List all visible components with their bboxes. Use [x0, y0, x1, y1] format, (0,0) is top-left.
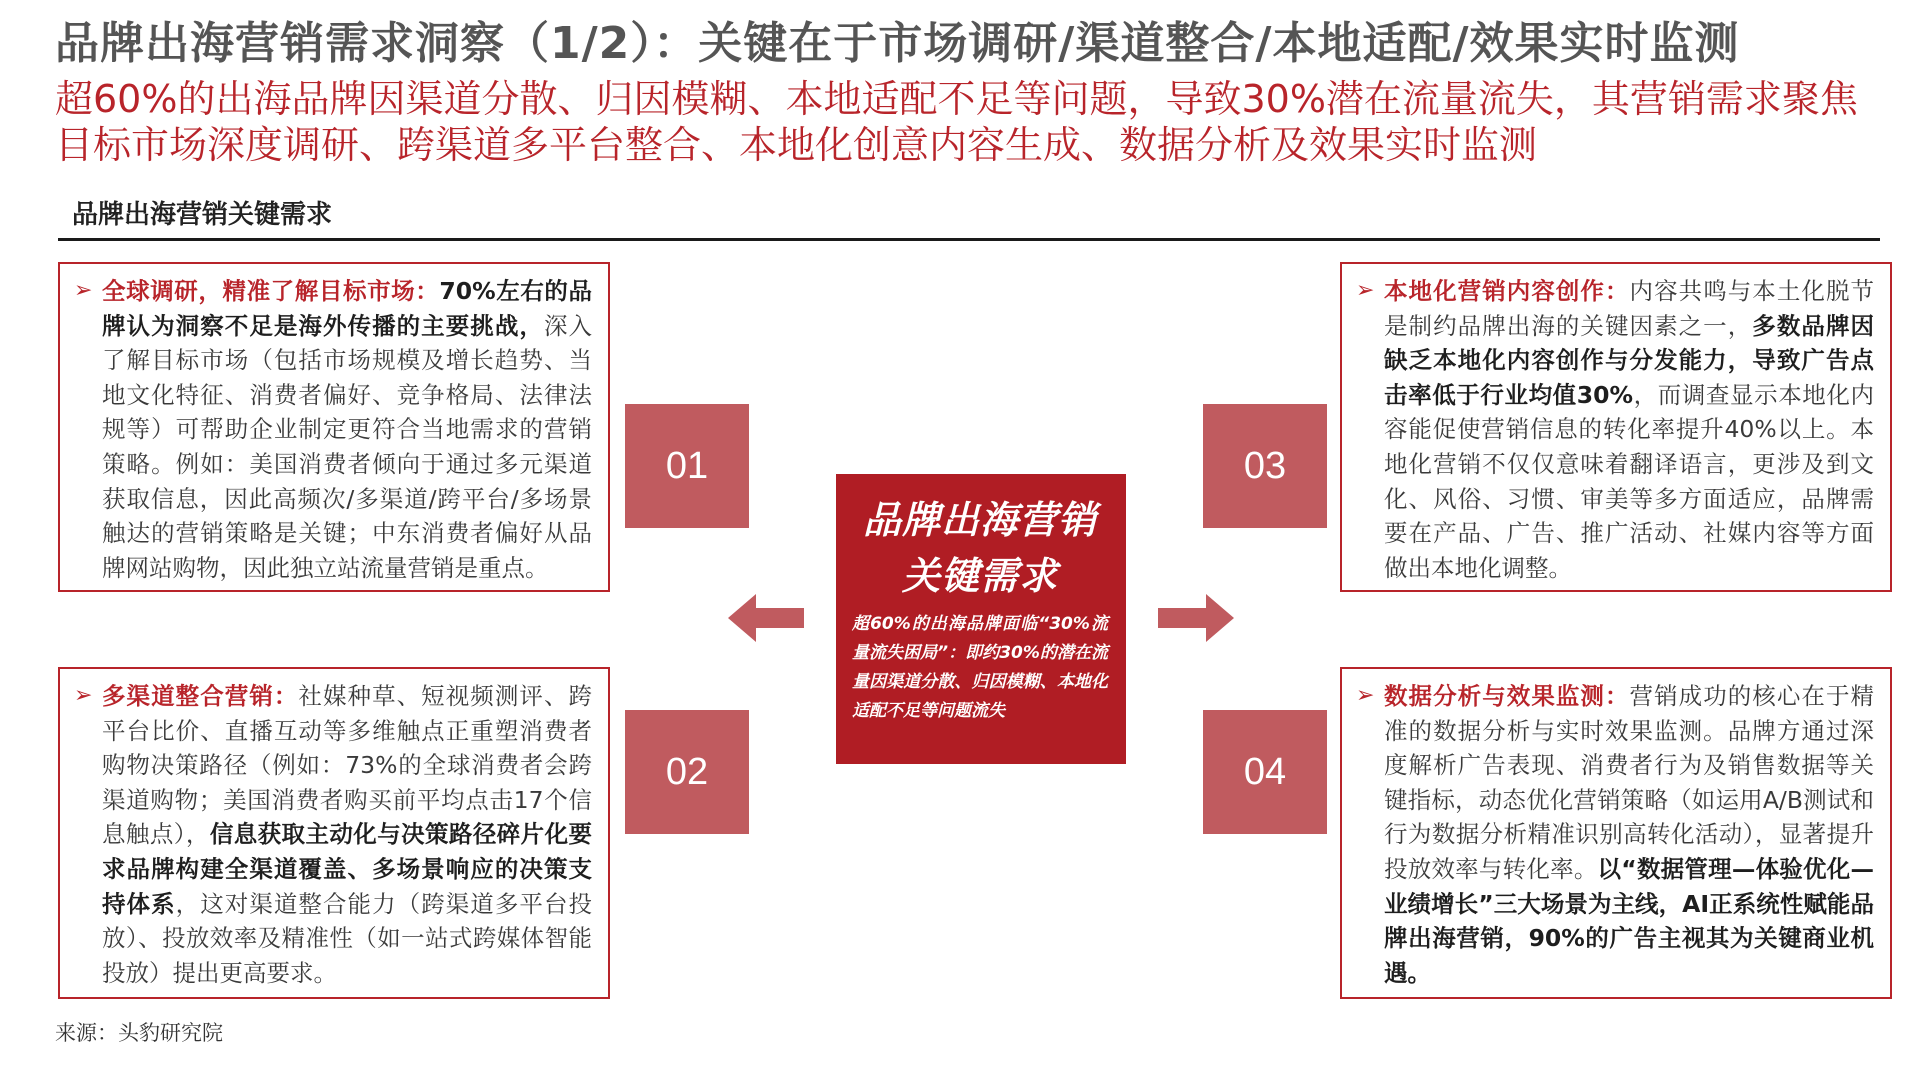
- card-multichannel: [58, 667, 610, 999]
- page-subtitle: 超60%的出海品牌因渠道分散、归因模糊、本地适配不足等问题，导致30%潜在流量流失，其营销需求聚焦目标市场深度调研、跨渠道多平台整合、本地化创意内容生成、数据分析及效果实时监测: [55, 77, 1858, 167]
- source-note: 来源：头豹研究院: [55, 1021, 223, 1045]
- card-bold-text: 多数品牌因缺乏本地化内容创作与分发能力，导致广告点击率低于行业均值30%: [1384, 311, 1875, 409]
- card-body-text: ，这对渠道整合能力（跨渠道多平台投放）、投放效率及精准性（如一站式跨媒体智能投放）提出更高要求。: [102, 889, 593, 987]
- center-title-line-1: 品牌出海营销: [862, 498, 1097, 542]
- card-body-text: 营销成功的核心在于精准的数据分析与实时效果监测。品牌方通过深度解析广告表现、消费者行为及销售数据等关键指标，动态优化营销策略（如运用A/B测试和行为数据分析精准识别高转化活动），显著提升投放效率与转化率。: [1384, 682, 1875, 883]
- center-description: 超60%的出海品牌面临“30%流量流失困局”：即约30%的潜在流量因渠道分散、归因模糊、本地化适配不足等问题流失: [852, 614, 1108, 721]
- arrow-bullet-icon: ➢: [74, 683, 93, 708]
- number-badge-04: 04: [1203, 710, 1327, 834]
- card-body-text: 内容共鸣与本土化脱节是制约品牌出海的关键因素之一，: [1384, 277, 1875, 340]
- center-title-line-2: 关键需求: [901, 554, 1058, 598]
- arrow-bullet-icon: ➢: [1356, 683, 1375, 708]
- arrow-right-icon: [1158, 594, 1234, 642]
- card-body-text: 社媒种草、短视频测评、跨平台比价、直播互动等多维触点正重塑消费者购物决策路径（例如：73%的全球消费者会跨渠道购物；美国消费者购买前平均点击17个信息触点），: [102, 682, 593, 849]
- arrow-bullet-icon: ➢: [1356, 278, 1375, 303]
- card-localized-content: [1340, 262, 1892, 592]
- page-title: 品牌出海营销需求洞察（1/2）：关键在于市场调研/渠道整合/本地适配/效果实时监测: [55, 18, 1740, 69]
- number-badge-03: 03: [1203, 404, 1327, 528]
- card-heading: 本地化营销内容创作：: [1384, 277, 1630, 305]
- section-divider: [58, 238, 1880, 241]
- arrow-left-icon: [728, 594, 804, 642]
- card-bold-text: 以“数据管理—体验优化—业绩增长”三大场景为主线，AI正系统性赋能品牌出海营销，90%的广告主视其为关键商业机遇。: [1384, 854, 1874, 987]
- section-label: 品牌出海营销关键需求: [72, 200, 333, 230]
- card-heading: 多渠道整合营销：: [102, 682, 299, 710]
- number-badge-01: 01: [625, 404, 749, 528]
- number-badge-02: 02: [625, 710, 749, 834]
- card-heading: 全球调研，精准了解目标市场：: [102, 277, 440, 305]
- card-data-analysis: [1340, 667, 1892, 999]
- card-body-text: ，而调查显示本地化内容能促使营销信息的转化率提升40%以上。本地化营销不仅仅意味着翻译语言，更涉及到文化、风俗、习惯、审美等多方面适应，品牌需要在产品、广告、推广活动、社媒内容等方面做出本地化调整。: [1384, 380, 1875, 582]
- card-bold-text: 70%左右的品牌认为洞察不足是海外传播的主要挑战，: [102, 277, 593, 340]
- card-heading: 数据分析与效果监测：: [1384, 682, 1630, 710]
- center-key-needs-box: [836, 474, 1126, 764]
- card-bold-text: 信息获取主动化与决策路径碎片化要求品牌构建全渠道覆盖、多场景响应的决策支持体系: [102, 820, 592, 918]
- card-global-research: [58, 262, 610, 592]
- card-body-text: 深入了解目标市场（包括市场规模及增长趋势、当地文化特征、消费者偏好、竞争格局、法律法规等）可帮助企业制定更符合当地需求的营销策略。例如：美国消费者倾向于通过多元渠道获取信息，因此高频次/多渠道/跨平台/多场景触达的营销策略是关键；中东消费者偏好从品牌网站购物，因此独立站流量营销是重点。: [102, 311, 593, 582]
- arrow-bullet-icon: ➢: [74, 278, 93, 303]
